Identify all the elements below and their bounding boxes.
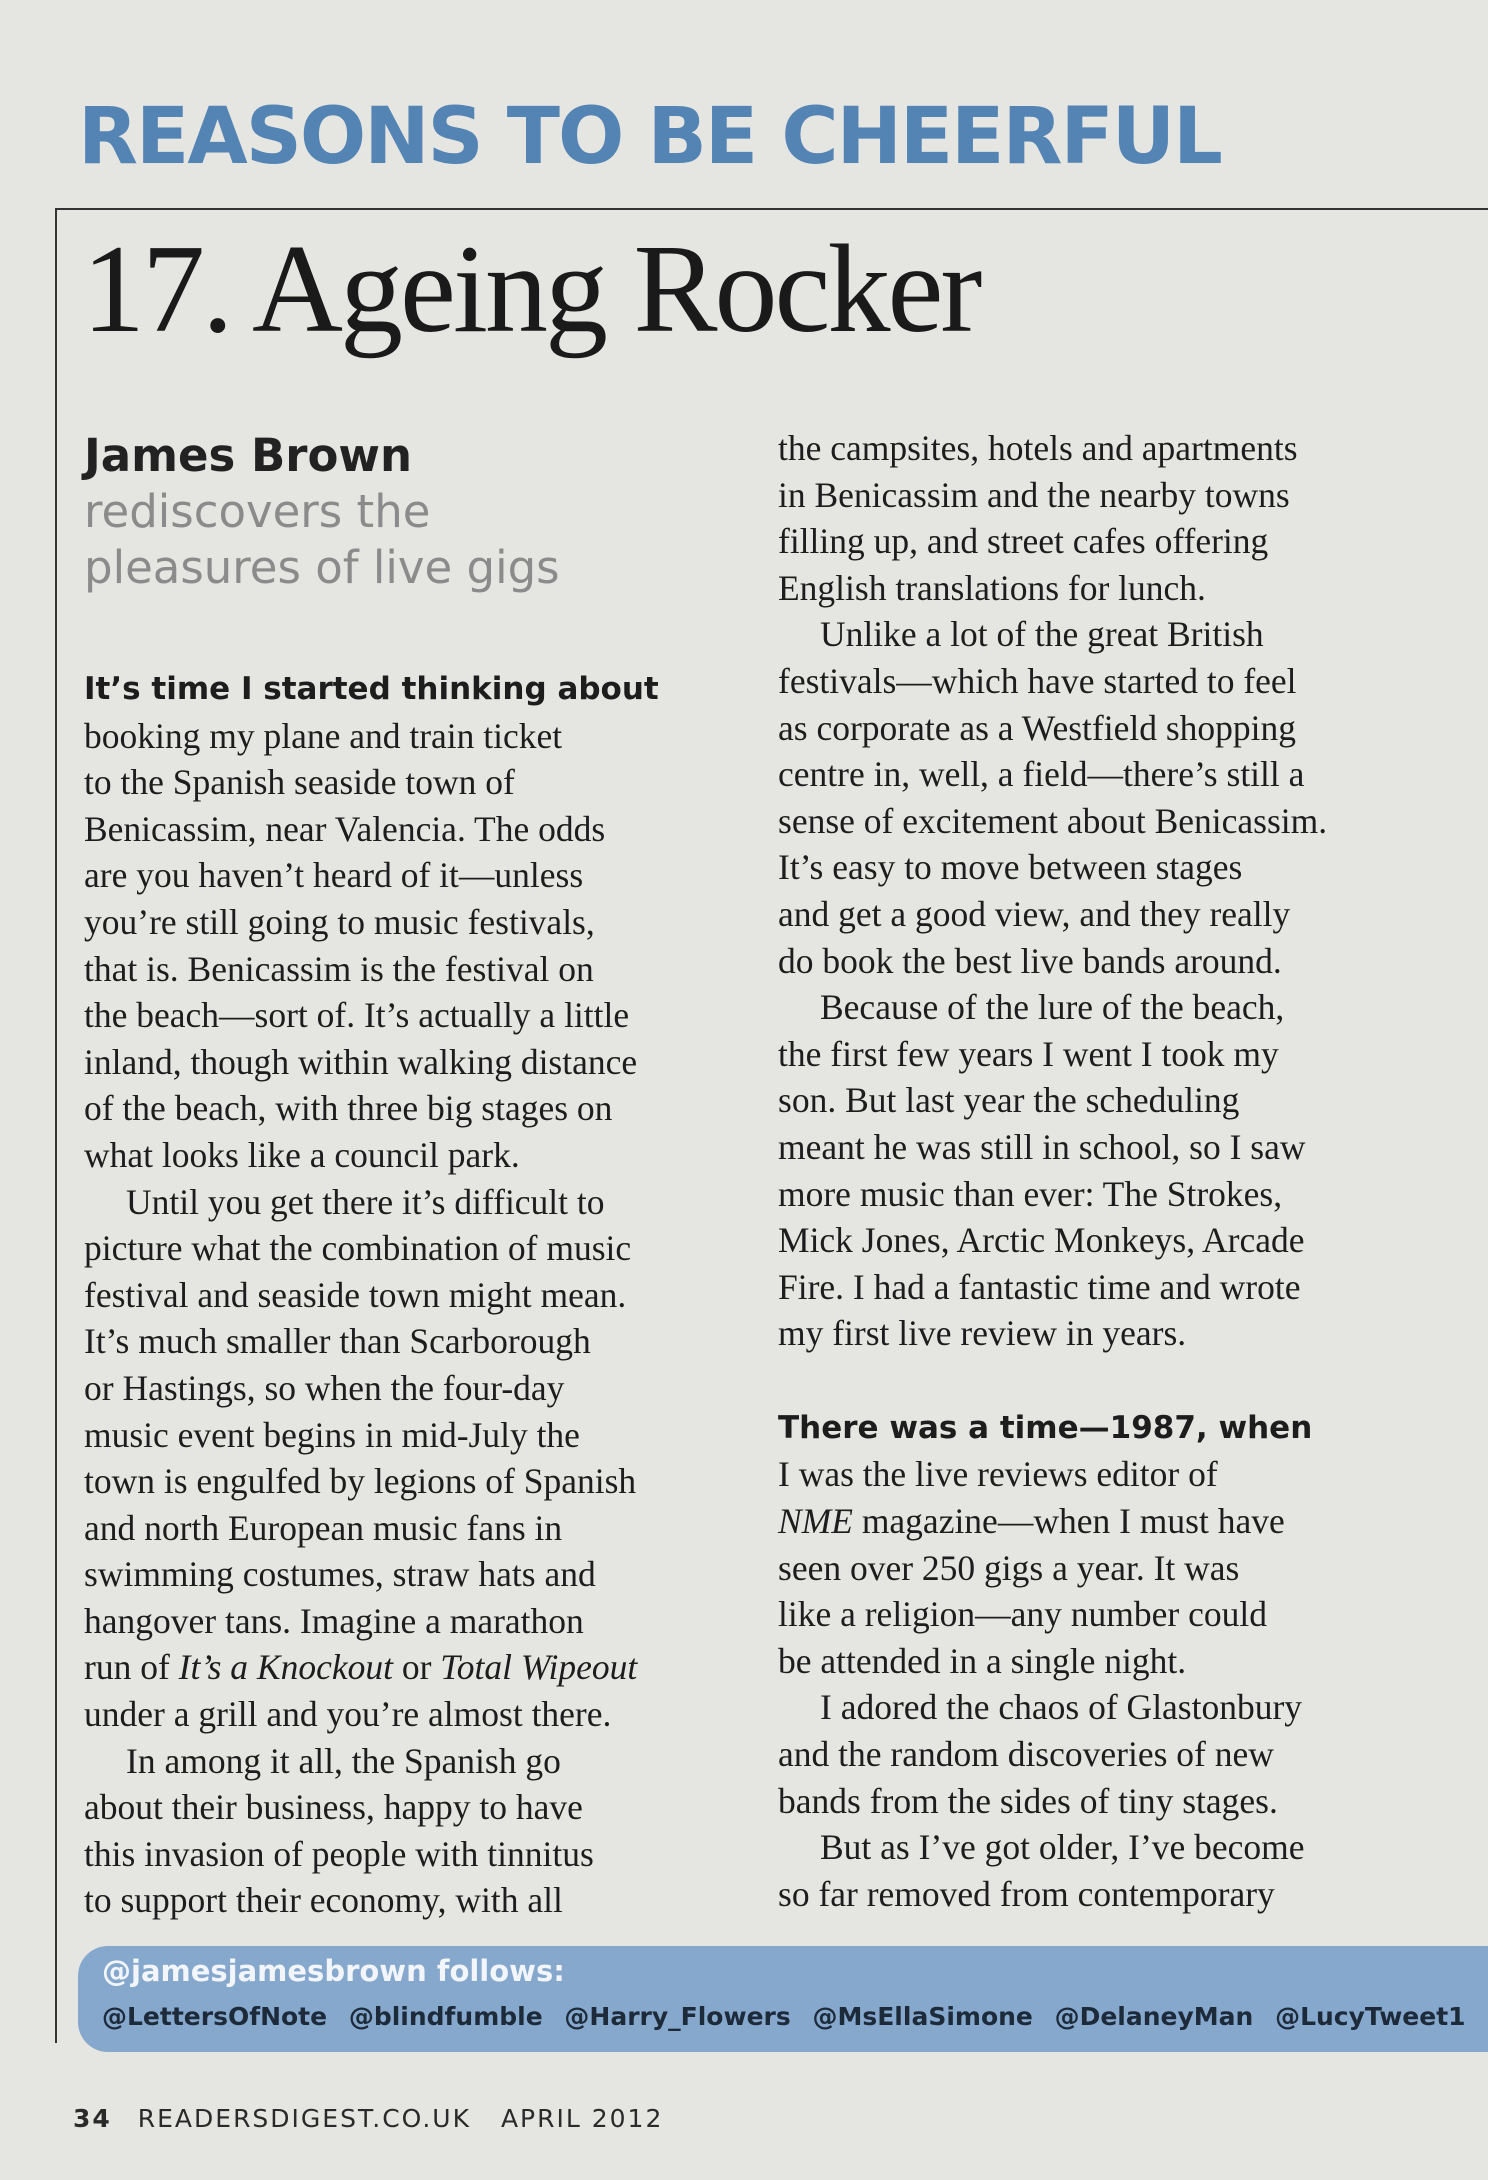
- paragraph: [778, 1684, 1478, 1824]
- text-line: It’s much smaller than Scarborough: [84, 1321, 591, 1362]
- text-line: or Hastings, so when the four-day: [84, 1367, 565, 1408]
- paragraph: [84, 664, 784, 1179]
- text-line: Fire. I had a fantastic time and wrote: [778, 1266, 1301, 1307]
- text-line: the first few years I went I took my: [778, 1033, 1279, 1074]
- text-line: son. But last year the scheduling: [778, 1080, 1240, 1121]
- lead-in: There was a time—1987, when: [778, 1409, 1313, 1446]
- paragraph: [778, 425, 1478, 611]
- text-line: in Benicassim and the nearby towns: [778, 474, 1290, 515]
- text-line: of the beach, with three big stages on: [84, 1088, 613, 1129]
- text-line: and north European music fans in: [84, 1507, 563, 1548]
- paragraph: [84, 1179, 784, 1738]
- text-line: [84, 1647, 637, 1687]
- text-line: do book the best live bands around.: [778, 940, 1282, 981]
- show-title: Total Wipeout: [440, 1647, 638, 1688]
- text-line: booking my plane and train ticket: [84, 715, 563, 756]
- follows-heading: @jamesjamesbrown follows:: [102, 1954, 565, 1988]
- text-fragment: or: [392, 1647, 441, 1688]
- text-line: are you haven’t heard of it—unless: [84, 855, 584, 896]
- byline: [84, 428, 704, 596]
- text-line: I was the live reviews editor of: [778, 1454, 1218, 1495]
- text-line: be attended in a single night.: [778, 1640, 1187, 1681]
- paragraph: [778, 984, 1478, 1357]
- text-line: like a religion—any number could: [778, 1594, 1267, 1635]
- text-line: bands from the sides of tiny stages.: [778, 1780, 1278, 1821]
- text-line: more music than ever: The Strokes,: [778, 1173, 1283, 1214]
- twitter-follows-bar: [78, 1946, 1488, 2052]
- text-line: this invasion of people with tinnitus: [84, 1833, 594, 1874]
- twitter-handle[interactable]: @LucyTweet1: [1275, 2002, 1466, 2031]
- frame-rule-left: [55, 208, 57, 2043]
- section-title: REASONS TO BE CHEERFUL: [78, 92, 1221, 182]
- magazine-title: NME: [778, 1501, 853, 1542]
- text-fragment: run of: [84, 1647, 179, 1688]
- paragraph: [778, 1403, 1478, 1685]
- text-line: that is. Benicassim is the festival on: [84, 948, 594, 989]
- text-line: [778, 1501, 1285, 1541]
- text-line: hangover tans. Imagine a marathon: [84, 1600, 584, 1641]
- page-number: 34: [73, 2104, 112, 2133]
- text-line: It’s easy to move between stages: [778, 847, 1243, 888]
- text-line: picture what the combination of music: [84, 1228, 632, 1269]
- text-line: festival and seaside town might mean.: [84, 1274, 627, 1315]
- twitter-handle[interactable]: @Harry_Flowers: [564, 2002, 791, 2031]
- text-line: Benicassim, near Valencia. The odds: [84, 808, 606, 849]
- frame-rule-top: [55, 208, 1488, 210]
- paragraph: [778, 611, 1478, 984]
- text-line: Mick Jones, Arctic Monkeys, Arcade: [778, 1220, 1305, 1261]
- dek-line: pleasures of live gigs: [84, 541, 560, 594]
- text-line: I adored the chaos of Glastonbury: [820, 1687, 1303, 1728]
- site-url[interactable]: READERSDIGEST.CO.UK: [137, 2104, 471, 2133]
- show-title: It’s a Knockout: [178, 1647, 393, 1688]
- twitter-handle[interactable]: @LettersOfNote: [102, 2002, 328, 2031]
- dek-line: rediscovers the: [84, 485, 431, 538]
- text-fragment: magazine—when I must have: [852, 1501, 1285, 1542]
- text-line: inland, though within walking distance: [84, 1041, 638, 1082]
- paragraph: [84, 1738, 784, 1924]
- text-line: you’re still going to music festivals,: [84, 901, 595, 942]
- text-line: sense of excitement about Benicassim.: [778, 800, 1328, 841]
- paragraph: [778, 1824, 1478, 1917]
- page-footer: [73, 2104, 663, 2133]
- lead-in: It’s time I started thinking about: [84, 671, 659, 707]
- text-line: and get a good view, and they really: [778, 893, 1291, 934]
- author-name: James Brown: [84, 429, 412, 482]
- text-line: about their business, happy to have: [84, 1787, 583, 1828]
- text-line: town is engulfed by legions of Spanish: [84, 1461, 637, 1502]
- text-line: my first live review in years.: [778, 1313, 1187, 1354]
- twitter-handle[interactable]: @DelaneyMan: [1054, 2002, 1254, 2031]
- article-title: 17. Ageing Rocker: [82, 220, 980, 359]
- twitter-handle[interactable]: @blindfumble: [348, 2002, 543, 2031]
- text-line: so far removed from contemporary: [778, 1873, 1275, 1914]
- twitter-handle[interactable]: @MsEllaSimone: [812, 2002, 1033, 2031]
- text-line: filling up, and street cafes offering: [778, 521, 1269, 562]
- follows-handles: [102, 2002, 1479, 2031]
- issue-date: APRIL 2012: [500, 2104, 664, 2133]
- text-line: the beach—sort of. It’s actually a little: [84, 995, 630, 1036]
- text-line: to the Spanish seaside town of: [84, 762, 515, 803]
- text-line: what looks like a council park.: [84, 1134, 520, 1175]
- text-line: as corporate as a Westfield shopping: [778, 707, 1296, 748]
- body-column-right: [778, 425, 1478, 1917]
- text-line: Because of the lure of the beach,: [820, 987, 1285, 1028]
- text-line: and the random discoveries of new: [778, 1734, 1274, 1775]
- text-line: English translations for lunch.: [778, 567, 1206, 608]
- text-line: to support their economy, with all: [84, 1880, 563, 1921]
- text-line: swimming costumes, straw hats and: [84, 1554, 596, 1595]
- text-line: Unlike a lot of the great British: [820, 614, 1264, 655]
- text-line: Until you get there it’s difficult to: [126, 1181, 605, 1222]
- text-line: But as I’ve got older, I’ve become: [820, 1827, 1305, 1868]
- body-column-left: [84, 664, 784, 1924]
- text-line: festivals—which have started to feel: [778, 660, 1297, 701]
- text-line: In among it all, the Spanish go: [126, 1740, 561, 1781]
- text-line: seen over 250 gigs a year. It was: [778, 1547, 1240, 1588]
- text-line: under a grill and you’re almost there.: [84, 1694, 612, 1735]
- text-line: centre in, well, a field—there’s still a: [778, 754, 1305, 795]
- text-line: meant he was still in school, so I saw: [778, 1126, 1306, 1167]
- text-line: the campsites, hotels and apartments: [778, 428, 1298, 468]
- text-line: music event begins in mid-July the: [84, 1414, 580, 1455]
